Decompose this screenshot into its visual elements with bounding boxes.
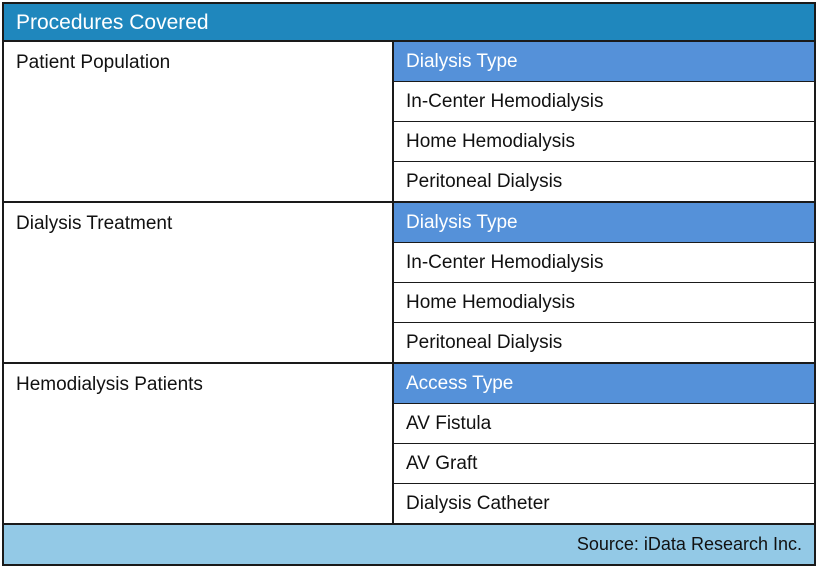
table-row (394, 283, 814, 323)
table-row (394, 82, 814, 122)
table-row (394, 323, 814, 363)
source-text: Source: iData Research Inc. (576, 534, 802, 554)
table-row (394, 243, 814, 283)
subheader-cell (394, 364, 814, 404)
group-label-cell (4, 42, 394, 201)
row-label: In-Center Hemodialysis (406, 252, 604, 273)
row-label: Home Hemodialysis (406, 131, 575, 152)
table-title: Procedures Covered (16, 11, 209, 34)
subheader-cell (394, 203, 814, 243)
table-title-bar (4, 4, 814, 42)
group-label-cell (4, 203, 394, 362)
procedures-table (2, 2, 816, 566)
row-label: Peritoneal Dialysis (406, 171, 563, 192)
subheader-label: Dialysis Type (406, 212, 518, 233)
table-row (394, 122, 814, 162)
table-row (394, 162, 814, 202)
table-row (394, 404, 814, 444)
group-dialysis-treatment (4, 203, 814, 364)
group-label: Patient Population (16, 52, 171, 73)
table-row (394, 484, 814, 524)
subheader-label: Access Type (406, 373, 514, 394)
row-label: AV Fistula (406, 413, 492, 434)
group-label-cell (4, 364, 394, 523)
row-label: AV Graft (406, 453, 478, 474)
row-label: In-Center Hemodialysis (406, 91, 604, 112)
row-label: Home Hemodialysis (406, 292, 575, 313)
group-label: Dialysis Treatment (16, 213, 173, 234)
row-label: Peritoneal Dialysis (406, 332, 563, 353)
row-label: Dialysis Catheter (406, 493, 550, 514)
group-label: Hemodialysis Patients (16, 374, 203, 395)
subheader-label: Dialysis Type (406, 51, 518, 72)
subheader-cell (394, 42, 814, 82)
source-footer (4, 525, 814, 564)
group-patient-population (4, 42, 814, 203)
group-hemodialysis-patients (4, 364, 814, 525)
table-row (394, 444, 814, 484)
